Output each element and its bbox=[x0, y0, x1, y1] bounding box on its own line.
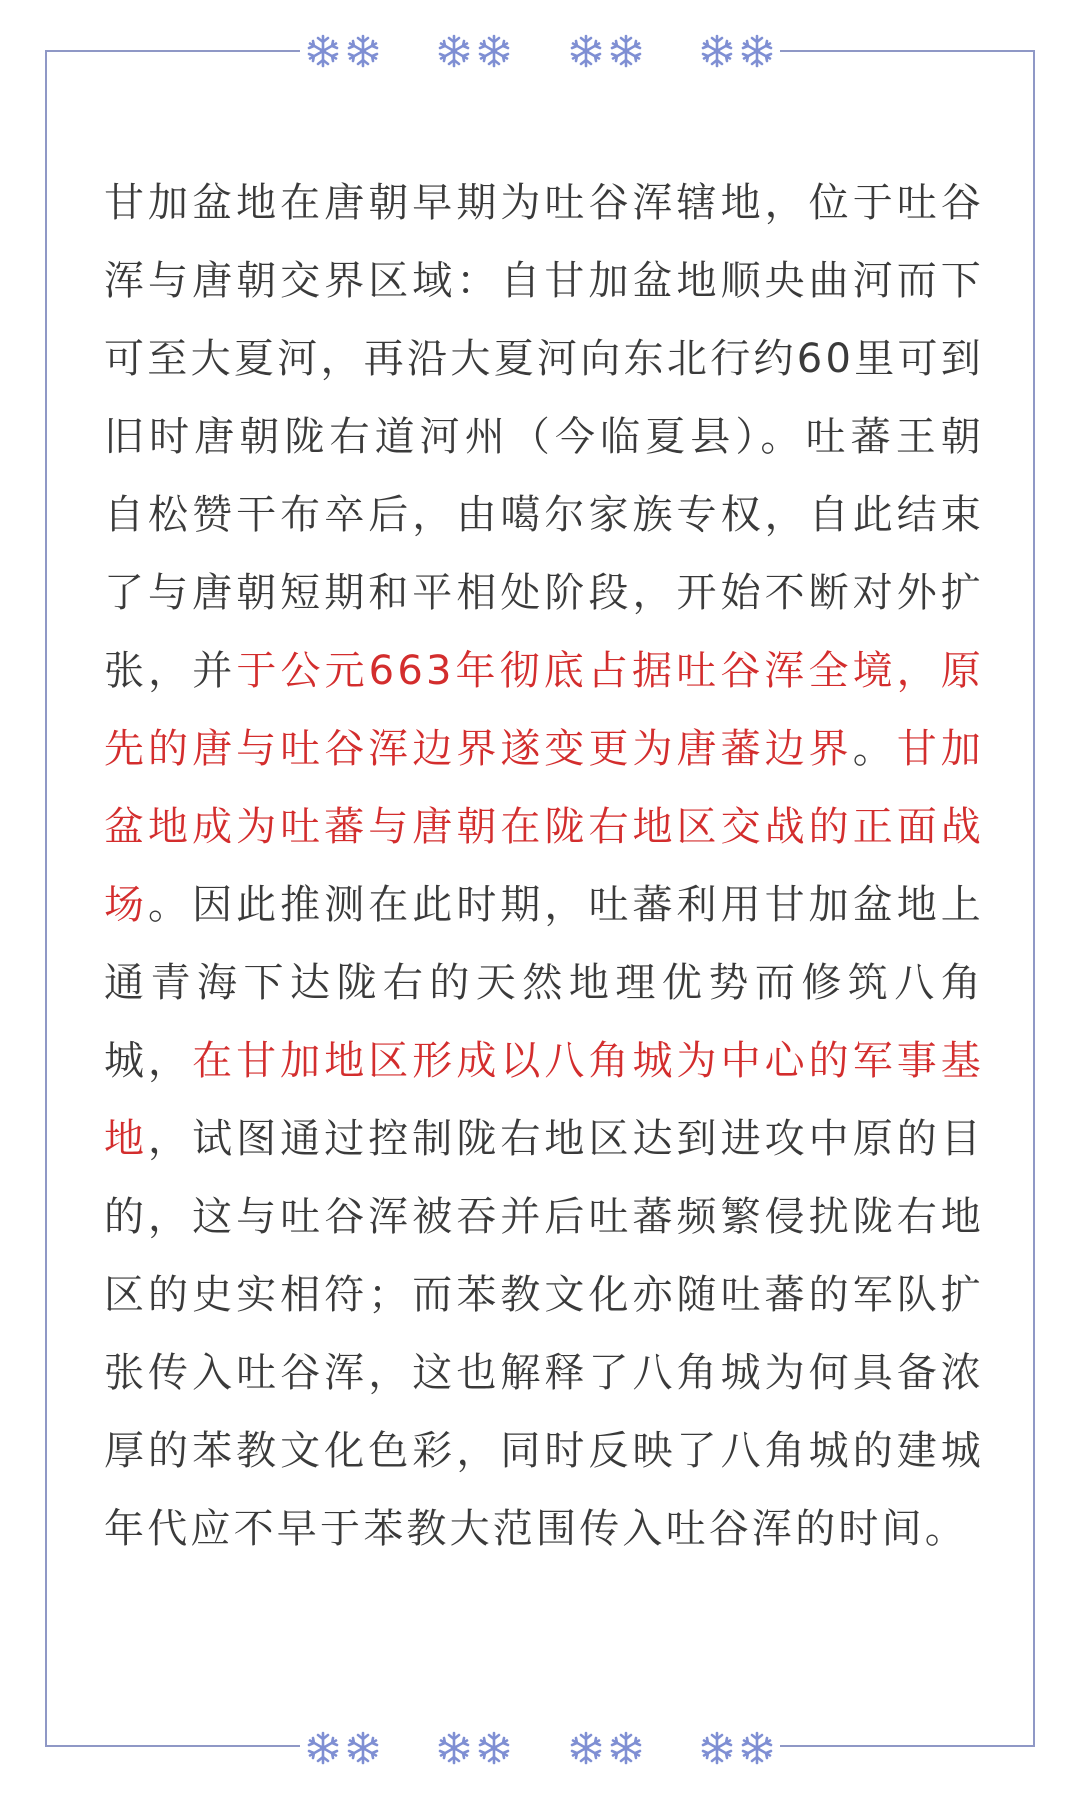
snowflake-icon bbox=[740, 1731, 774, 1765]
article-text: 。 bbox=[852, 726, 897, 772]
snowflake-icon bbox=[346, 34, 380, 68]
snowflake-icon bbox=[346, 1731, 380, 1765]
snowflake-icon bbox=[609, 1731, 643, 1765]
snowflake-pair bbox=[700, 34, 774, 68]
snowflake-icon bbox=[477, 34, 511, 68]
highlighted-text: 于公元663年彻底占据吐谷浑全境，原先的唐与吐谷浑边界遂变更为唐蕃边界 bbox=[104, 648, 984, 772]
snowflake-icon bbox=[609, 34, 643, 68]
snowflake-pair bbox=[306, 1731, 380, 1765]
snowflake-icon bbox=[569, 1731, 603, 1765]
snowflake-pair bbox=[306, 34, 380, 68]
snowflake-pair bbox=[569, 1731, 643, 1765]
snowflake-icon bbox=[306, 34, 340, 68]
article-text: 。因此推测在此时期，吐蕃利用甘加盆地上通青海下达陇右的天然地理优势而修筑八角城， bbox=[104, 882, 984, 1084]
snowflake-pair bbox=[700, 1731, 774, 1765]
article-text: 甘加盆地在唐朝早期为吐谷浑辖地，位于吐谷浑与唐朝交界区域：自甘加盆地顺央曲河而下可至大夏河，再沿大夏河向东北行约60里可到旧时唐朝陇右道河州（今临夏县）。吐蕃王朝自松赞干布卒后，由噶尔家族专权，自此结束了与唐朝短期和平相处阶段，开始不断对外扩张，并 bbox=[104, 180, 984, 694]
snowflake-pair bbox=[437, 1731, 511, 1765]
snowflake-pair bbox=[437, 34, 511, 68]
snowflake-pair bbox=[569, 34, 643, 68]
snowflake-icon bbox=[740, 34, 774, 68]
bottom-snowflake-border bbox=[300, 1726, 780, 1770]
snowflake-icon bbox=[437, 34, 471, 68]
snowflake-icon bbox=[700, 1731, 734, 1765]
snowflake-icon bbox=[477, 1731, 511, 1765]
article-paragraph bbox=[104, 164, 984, 1568]
snowflake-icon bbox=[306, 1731, 340, 1765]
highlighted-text: 在甘加地区形成以八角城为中心的军事基地 bbox=[104, 1038, 984, 1162]
snowflake-icon bbox=[569, 34, 603, 68]
highlighted-text: 甘加盆地成为吐蕃与唐朝在陇右地区交战的正面战场 bbox=[104, 726, 984, 928]
top-snowflake-border bbox=[300, 29, 780, 73]
snowflake-icon bbox=[700, 34, 734, 68]
article-text: ，试图通过控制陇右地区达到进攻中原的目的，这与吐谷浑被吞并后吐蕃频繁侵扰陇右地区的史实相符；而苯教文化亦随吐蕃的军队扩张传入吐谷浑，这也解释了八角城为何具备浓厚的苯教文化色彩，同时反映了八角城的建城年代应不早于苯教大范围传入吐谷浑的时间。 bbox=[104, 1116, 984, 1552]
snowflake-icon bbox=[437, 1731, 471, 1765]
